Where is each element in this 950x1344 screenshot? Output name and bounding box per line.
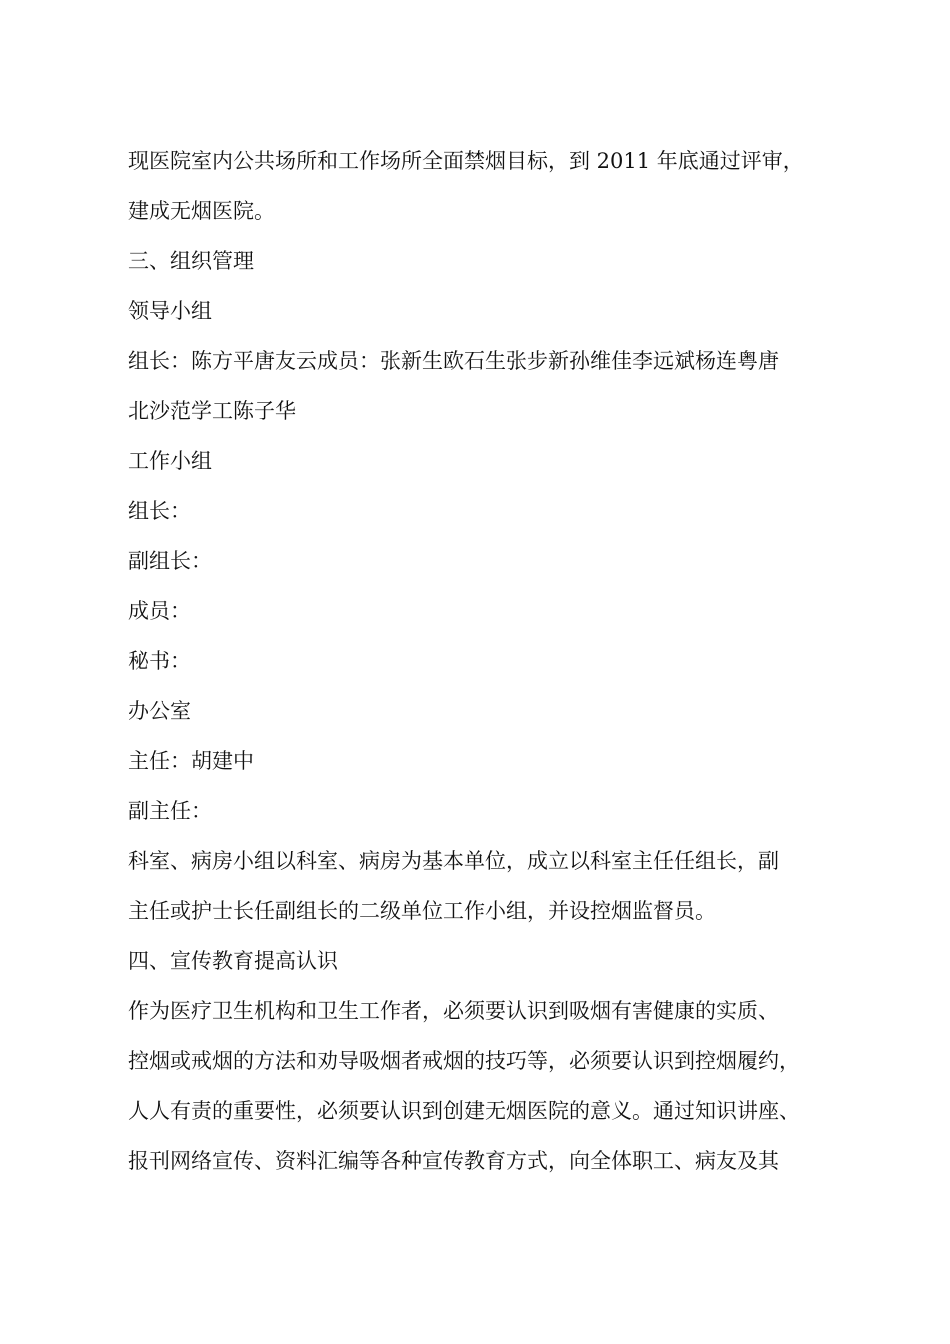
text-line-1: 现医院室内公共场所和工作场所全面禁烟目标，到 2011 年底通过评审， bbox=[128, 149, 804, 173]
text-line-leaders: 组长：陈方平唐友云成员：张新生欧石生张步新孙维佳李远斌杨连粤唐 bbox=[128, 349, 779, 373]
text-line-education-4: 报刊网络宣传、资料汇编等各种宣传教育方式，向全体职工、病友及其 bbox=[128, 1149, 779, 1173]
section-heading-organization: 三、组织管理 bbox=[128, 249, 254, 273]
text-line-dept-group-cont: 主任或护士长任副组长的二级单位工作小组，并设控烟监督员。 bbox=[128, 899, 716, 923]
field-members: 成员： bbox=[128, 599, 191, 623]
field-secretary: 秘书： bbox=[128, 649, 191, 673]
text-line-members-cont: 北沙范学工陈子华 bbox=[128, 399, 296, 423]
text-line-dept-group: 科室、病房小组以科室、病房为基本单位，成立以科室主任任组长，副 bbox=[128, 849, 779, 873]
text-line-education-2: 控烟或戒烟的方法和劝导吸烟者戒烟的技巧等，必须要认识到控烟履约， bbox=[128, 1049, 800, 1073]
subheading-working-group: 工作小组 bbox=[128, 449, 212, 473]
field-deputy-director: 副主任： bbox=[128, 799, 212, 823]
text-line-education-1: 作为医疗卫生机构和卫生工作者，必须要认识到吸烟有害健康的实质、 bbox=[128, 999, 779, 1023]
field-group-leader: 组长： bbox=[128, 499, 191, 523]
subheading-leadership-group: 领导小组 bbox=[128, 299, 212, 323]
field-director: 主任：胡建中 bbox=[128, 749, 254, 773]
text-line-2: 建成无烟医院。 bbox=[128, 199, 275, 223]
subheading-office: 办公室 bbox=[128, 699, 191, 723]
document-body bbox=[128, 136, 828, 1186]
text-line-education-3: 人人有责的重要性，必须要认识到创建无烟医院的意义。通过知识讲座、 bbox=[128, 1099, 800, 1123]
section-heading-education: 四、宣传教育提高认识 bbox=[128, 949, 338, 973]
field-deputy-leader: 副组长： bbox=[128, 549, 212, 573]
